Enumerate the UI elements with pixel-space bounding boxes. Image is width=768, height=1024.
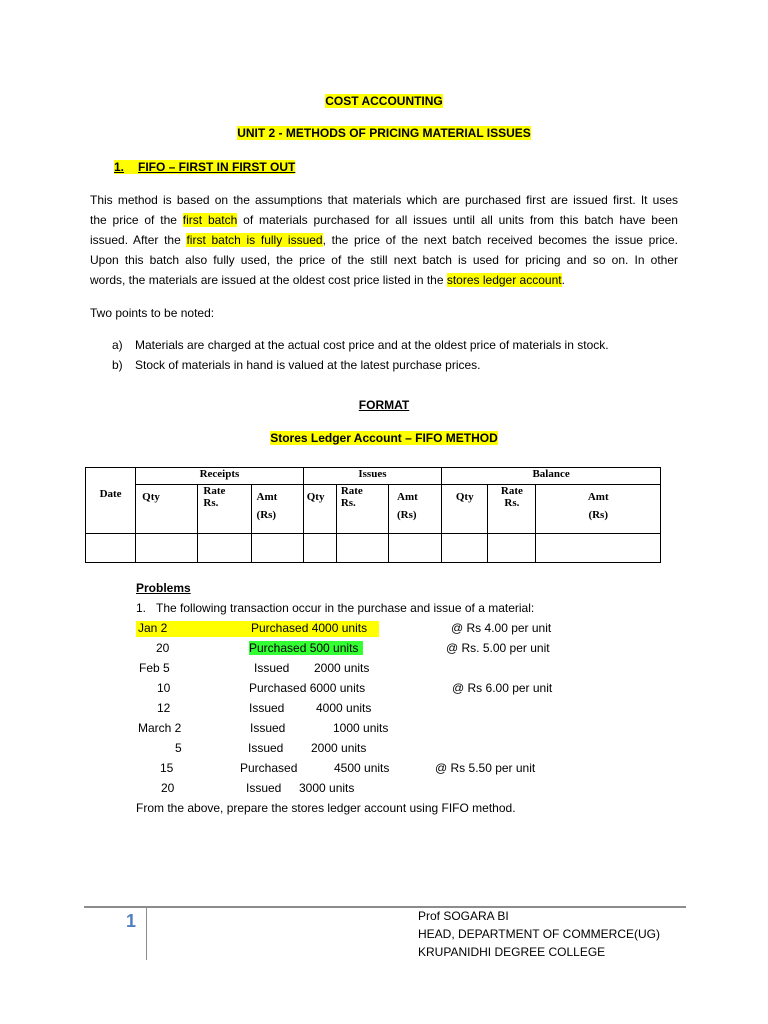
table-cell: [251, 534, 303, 563]
transaction-date: 5: [175, 741, 182, 755]
table-cell: [336, 534, 388, 563]
section-heading: [114, 160, 295, 174]
transaction-date: 20: [161, 781, 175, 795]
table-cell: [86, 534, 136, 563]
qty-header: Qty: [442, 485, 488, 534]
transaction-date: Feb 5: [139, 661, 170, 675]
transaction-action: Issued: [246, 781, 282, 795]
transaction-date: 20: [156, 641, 170, 655]
paragraph-line: Upon this batch also fully used, the price of the still next batch is used for pricing and so on. In other: [90, 253, 678, 267]
transaction-action: Purchased 500 units: [249, 641, 363, 655]
rate-header: Rate Rs.: [488, 485, 536, 534]
amt-header: Amt (Rs): [251, 485, 303, 534]
transaction-units: 3000 units: [299, 781, 355, 795]
format-heading: FORMAT: [358, 398, 410, 412]
transaction-date: 12: [157, 701, 171, 715]
transaction-units: 2000 units: [311, 741, 367, 755]
amt-header: Amt (Rs): [389, 485, 442, 534]
footer-department: HEAD, DEPARTMENT OF COMMERCE(UG): [418, 927, 661, 941]
footer-author: Prof SOGARA BI: [418, 909, 509, 923]
problems-heading: Problems: [136, 581, 191, 595]
transaction-units: 4500 units: [334, 761, 390, 775]
stores-ledger-table: [85, 467, 661, 563]
table-cell: [303, 534, 336, 563]
table-cell: [389, 534, 442, 563]
transaction-action: Issued: [254, 661, 290, 675]
transaction-price: @ Rs. 5.00 per unit: [446, 641, 550, 655]
qty-header: Qty: [303, 485, 336, 534]
transaction-action: Issued: [249, 701, 285, 715]
page-number: 1: [126, 911, 137, 931]
transaction-action: Purchased 6000 units: [249, 681, 366, 695]
transaction-date: Jan 2: [138, 621, 168, 635]
amt-header: Amt (Rs): [536, 485, 661, 534]
transaction-units: 2000 units: [314, 661, 370, 675]
document-title: COST ACCOUNTING: [325, 94, 443, 108]
problem-instruction: From the above, prepare the stores ledger account using FIFO method.: [136, 801, 516, 815]
highlight: stores ledger account: [446, 273, 562, 287]
notes-intro: Two points to be noted:: [90, 306, 215, 320]
footer-divider-vertical: [146, 908, 147, 960]
table-row: [86, 534, 661, 563]
qty-header: Qty: [136, 485, 198, 534]
unit-heading: UNIT 2 - METHODS OF PRICING MATERIAL ISSUES: [237, 126, 531, 140]
note-item: b) Stock of materials in hand is valued at the latest purchase prices.: [112, 358, 481, 372]
paragraph-line: the price of the first batch of materials purchased for all issues until all units from this batch have been: [90, 213, 678, 227]
transaction-action: Issued: [250, 721, 286, 735]
transaction-price: @ Rs 4.00 per unit: [451, 621, 552, 635]
transaction-date: March 2: [138, 721, 182, 735]
problem-statement: 1. The following transaction occur in the purchase and issue of a material:: [136, 601, 535, 615]
date-header: Date: [86, 468, 136, 534]
paragraph-line: words, the materials are issued at the oldest cost price listed in the stores ledger account.: [90, 273, 565, 287]
transaction-date: 15: [160, 761, 174, 775]
table-cell: [488, 534, 536, 563]
transaction-units: 4000 units: [316, 701, 372, 715]
table-cell: [136, 534, 198, 563]
rate-header: Rate Rs.: [336, 485, 388, 534]
receipts-header: Receipts: [136, 468, 304, 485]
transaction-units: 1000 units: [333, 721, 389, 735]
transaction-action: Issued: [248, 741, 284, 755]
table-cell: [198, 534, 251, 563]
issues-header: Issues: [303, 468, 441, 485]
section-number: 1.: [114, 160, 125, 174]
table-cell: [536, 534, 661, 563]
balance-header: Balance: [442, 468, 661, 485]
highlight: first batch: [182, 213, 238, 227]
transaction-action: Purchased 4000 units: [251, 621, 368, 635]
footer-divider: [84, 906, 686, 908]
transaction-date: 10: [157, 681, 171, 695]
transaction-price: @ Rs 6.00 per unit: [452, 681, 553, 695]
rate-header: Rate Rs.: [198, 485, 251, 534]
note-item: a) Materials are charged at the actual cost price and at the oldest price of materials in stock.: [112, 338, 609, 352]
footer-college: KRUPANIDHI DEGREE COLLEGE: [418, 945, 606, 959]
paragraph-line: issued. After the first batch is fully issued, the price of the next batch received becomes the issue price.: [90, 233, 679, 247]
transaction-price: @ Rs 5.50 per unit: [435, 761, 536, 775]
transaction-action: Purchased: [240, 761, 298, 775]
paragraph-line: This method is based on the assumptions that materials which are purchased first are issued first. It uses: [90, 193, 678, 207]
table-cell: [442, 534, 488, 563]
ledger-title: Stores Ledger Account – FIFO METHOD: [270, 431, 498, 445]
highlight: first batch is fully issued: [186, 233, 323, 247]
section-title: FIFO – FIRST IN FIRST OUT: [138, 160, 296, 174]
